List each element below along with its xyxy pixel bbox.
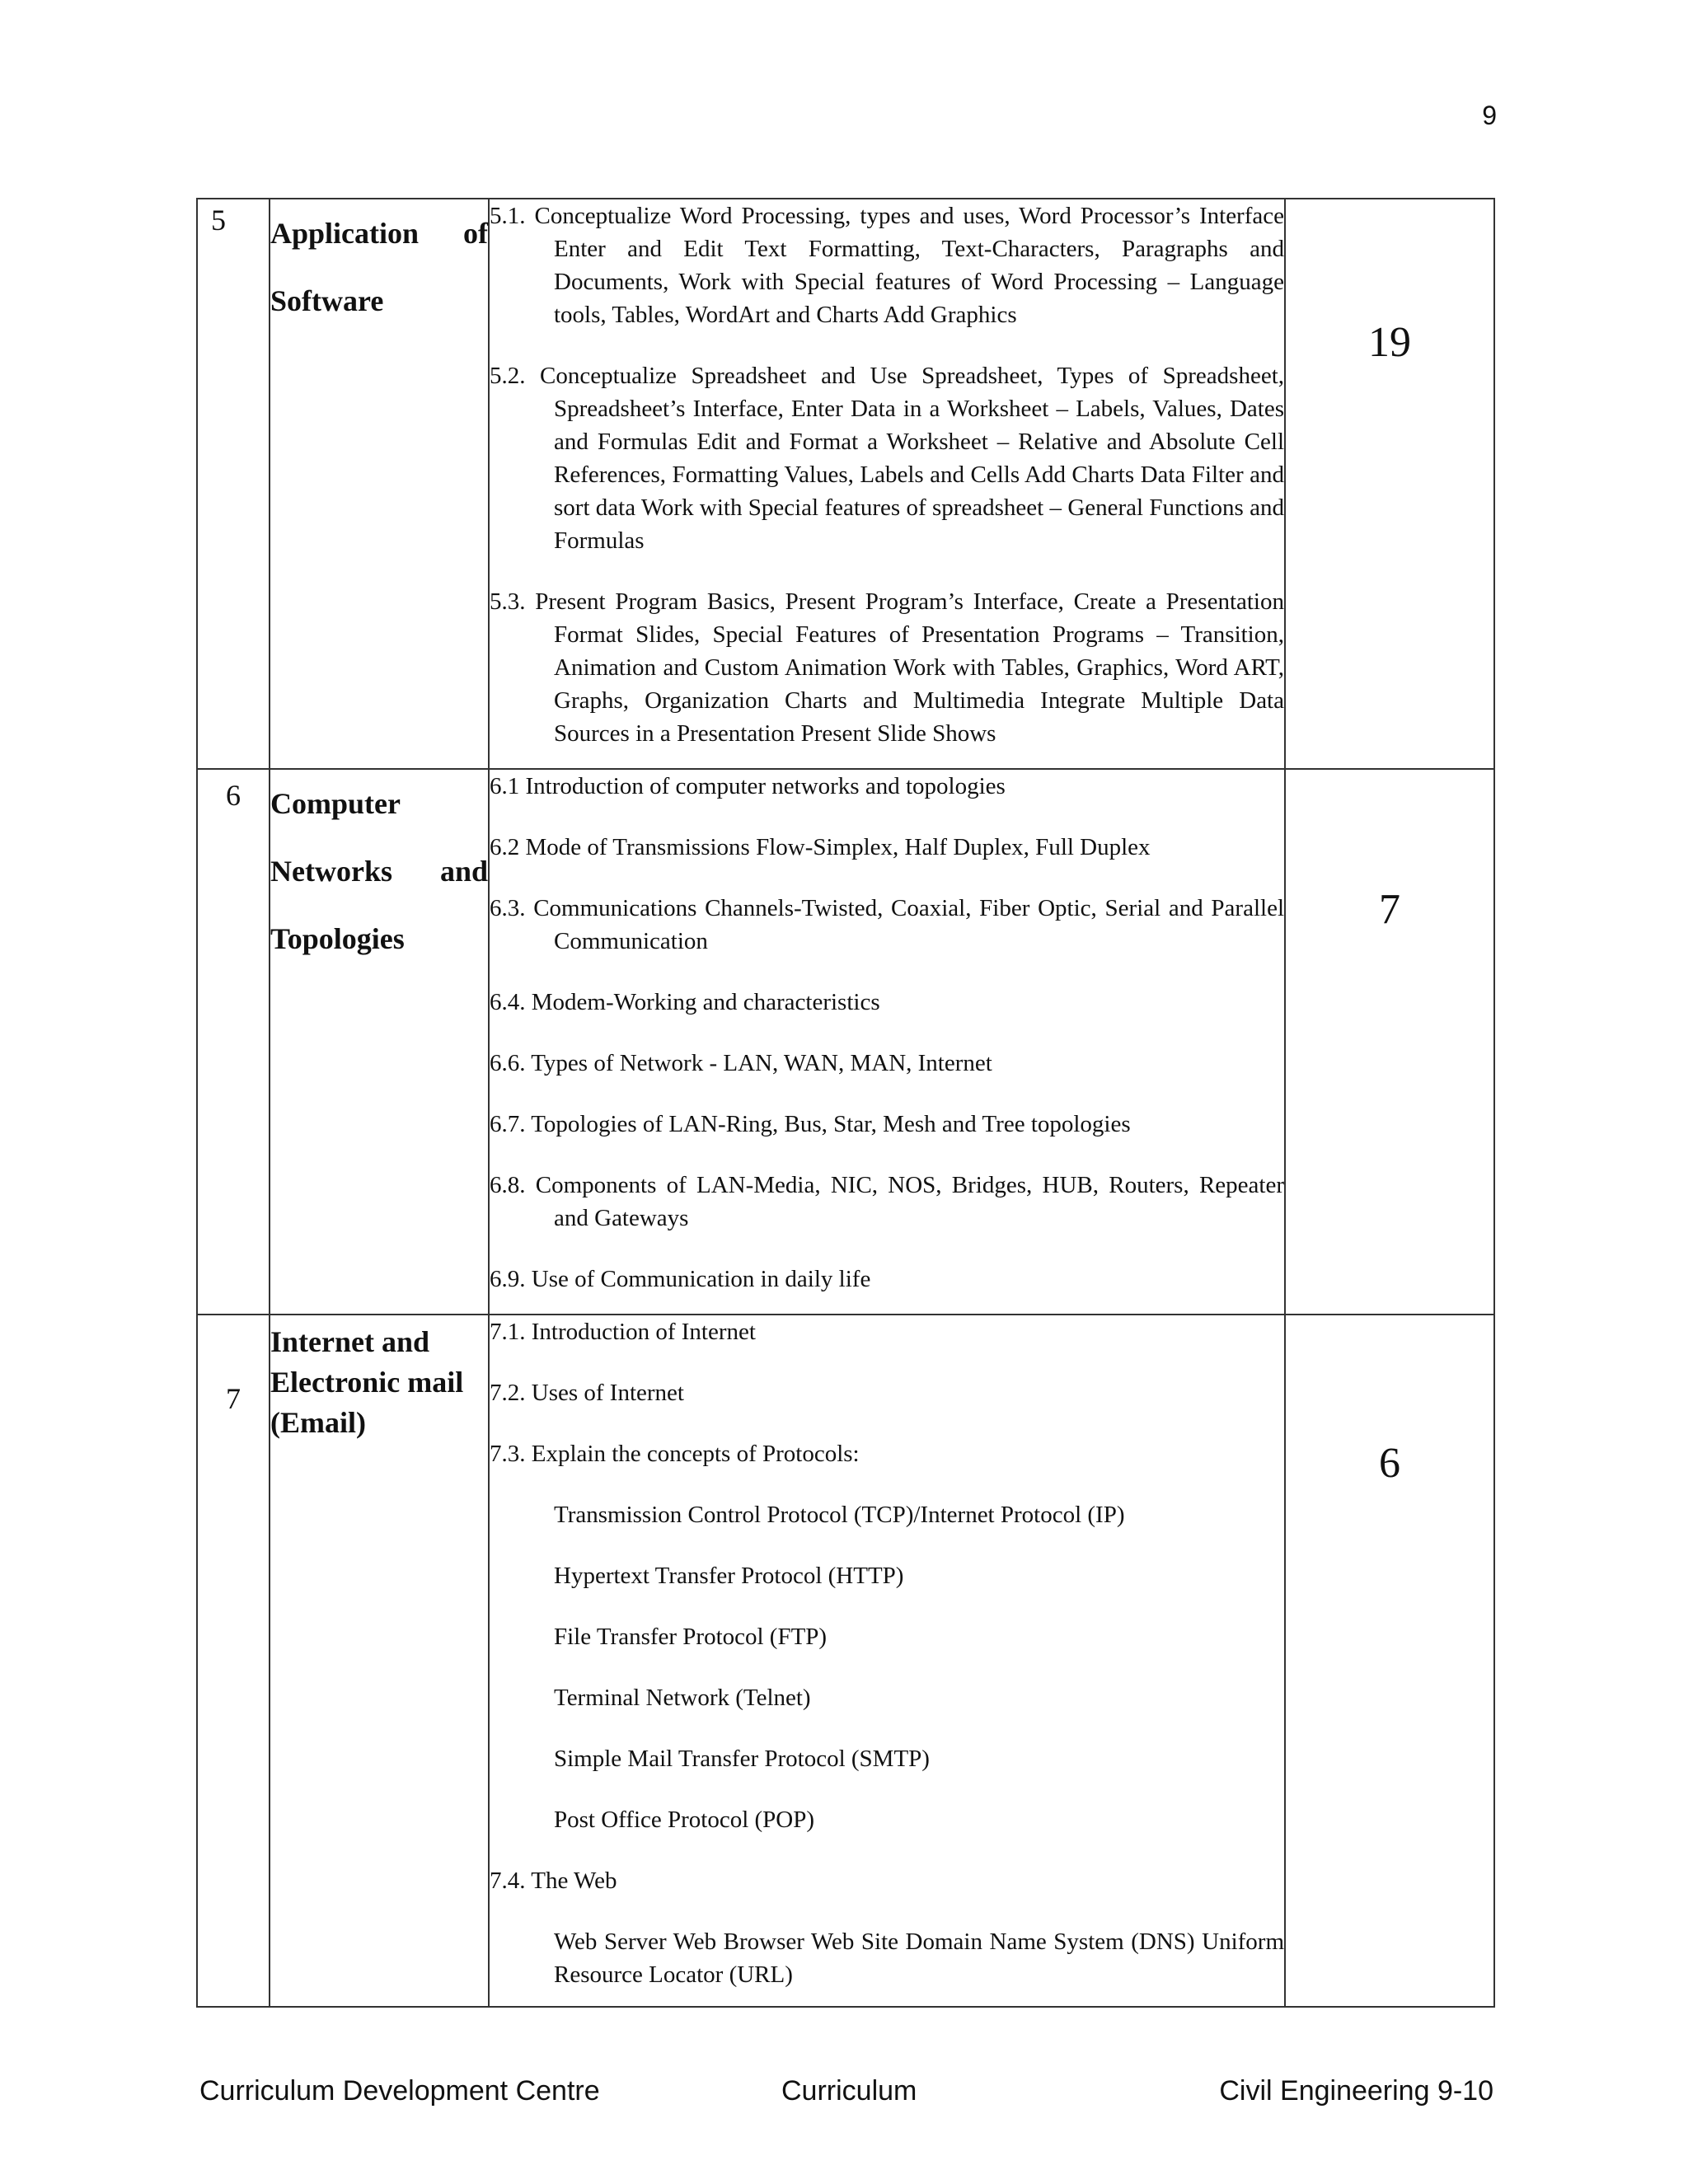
unit-title: Application of Software (270, 199, 489, 769)
unit-hours: 19 (1285, 199, 1494, 769)
table-row (197, 769, 1494, 1315)
list-item: 6.2 Mode of Transmissions Flow-Simplex, Half Duplex, Full Duplex (490, 834, 1151, 860)
list-item: 6.7. Topologies of LAN-Ring, Bus, Star, Mesh and Tree topologies (490, 1111, 1131, 1137)
unit-content (489, 769, 1285, 1315)
list-item: 7.3. Explain the concepts of Protocols: (490, 1441, 860, 1467)
list-item: Transmission Control Protocol (TCP)/Internet Protocol (IP) (554, 1502, 1125, 1528)
footer-right: Civil Engineering 9-10 (1219, 2075, 1493, 2107)
footer-center: Curriculum (781, 2075, 917, 2107)
unit-hours: 6 (1285, 1315, 1494, 2007)
list-item: Terminal Network (Telnet) (554, 1685, 811, 1711)
page-number: 9 (1482, 101, 1497, 130)
list-item: 7.1. Introduction of Internet (490, 1319, 756, 1345)
list-item: Web Server Web Browser Web Site Domain Name System (DNS) Uniform Resource Locator (URL) (554, 1929, 1284, 1988)
table-row (197, 1315, 1494, 2007)
unit-number: 5 (197, 199, 270, 769)
list-item: 6.9. Use of Communication in daily life (490, 1266, 871, 1292)
list-item: 7.2. Uses of Internet (490, 1380, 684, 1406)
unit-title: Internet and Electronic mail (Email) (270, 1315, 489, 2007)
list-item: 6.8. Components of LAN-Media, NIC, NOS, Bridges, HUB, Routers, Repeater and Gateways (490, 1172, 1284, 1231)
list-item: Post Office Protocol (POP) (554, 1807, 815, 1833)
unit-hours: 7 (1285, 769, 1494, 1315)
list-item: 6.6. Types of Network - LAN, WAN, MAN, Internet (490, 1050, 992, 1076)
list-item: 6.1 Introduction of computer networks and topologies (490, 773, 1006, 799)
list-item: Hypertext Transfer Protocol (HTTP) (554, 1563, 904, 1589)
syllabus-table (196, 198, 1495, 2008)
list-item: Simple Mail Transfer Protocol (SMTP) (554, 1746, 930, 1772)
list-item: 7.4. The Web (490, 1868, 617, 1894)
list-item: File Transfer Protocol (FTP) (554, 1624, 828, 1650)
unit-title: Computer Networks and Topologies (270, 769, 489, 1315)
list-item: 6.3. Communications Channels-Twisted, Coaxial, Fiber Optic, Serial and Parallel Communication (490, 895, 1284, 954)
list-item: 6.4. Modem-Working and characteristics (490, 989, 880, 1015)
list-item: 5.3. Present Program Basics, Present Program’s Interface, Create a Presentation Format Slides, Special Features of Presentation Programs – Transition, Animation and Custom Animation Work with Tables, Graphics, Word ART, Graphs, Organization Charts and Multimedia Integrate Multiple Data Sources in a Presentation Present Slide Shows (490, 588, 1284, 747)
unit-content (489, 199, 1285, 769)
table-row (197, 199, 1494, 769)
footer-left: Curriculum Development Centre (199, 2075, 600, 2107)
unit-number: 6 (197, 769, 270, 1315)
list-item: 5.1. Conceptualize Word Processing, types and uses, Word Processor’s Interface Enter and Edit Text Formatting, Text-Characters, Paragraphs and Documents, Work with Special features of Word Processing – Language tools, Tables, WordArt and Charts Add Graphics (490, 203, 1284, 328)
unit-number: 7 (197, 1315, 270, 2007)
list-item: 5.2. Conceptualize Spreadsheet and Use Spreadsheet, Types of Spreadsheet, Spreadsheet’s Interface, Enter Data in a Worksheet – Labels, Values, Dates and Formulas Edit and Format a Worksheet – Relative and Absolute Cell References, Formatting Values, Labels and Cells Add Charts Data Filter and sort data Work with Special features of spreadsheet – General Functions and Formulas (490, 363, 1284, 554)
unit-content (489, 1315, 1285, 2007)
